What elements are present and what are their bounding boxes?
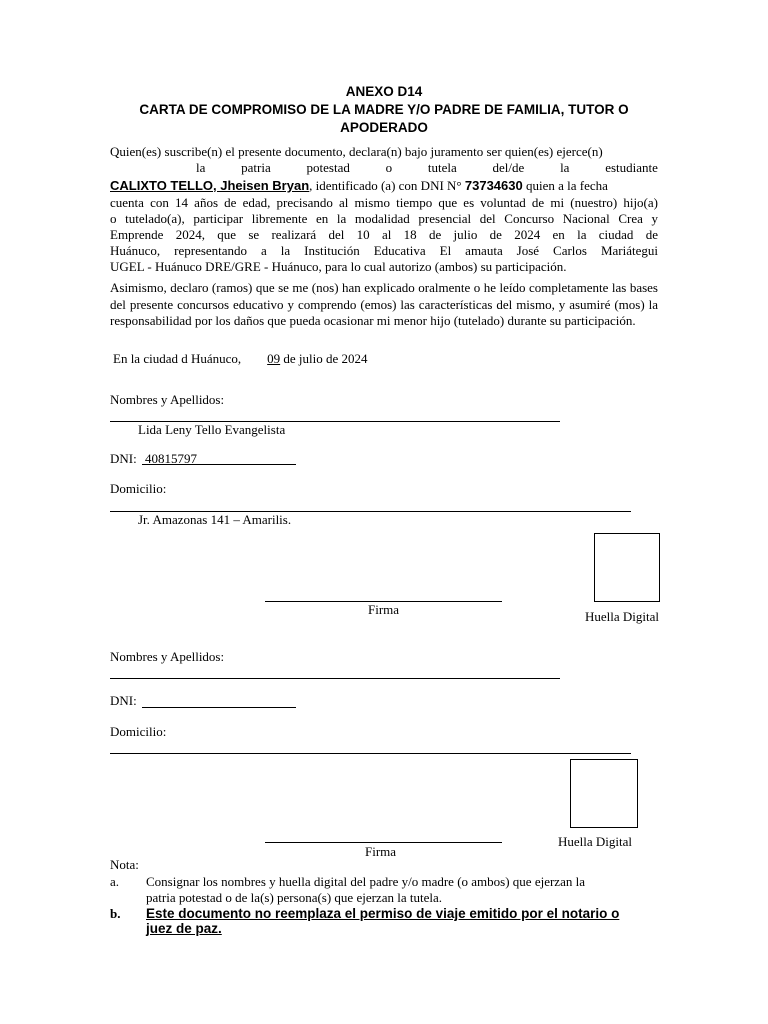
signer2-dni-line[interactable] (142, 707, 296, 708)
document-title-line2: APODERADO (340, 120, 428, 135)
location-date (113, 351, 368, 367)
declaration-line-3 (110, 178, 658, 194)
signer2-fingerprint-box[interactable] (570, 759, 638, 828)
signer1-address-value[interactable]: Jr. Amazonas 141 – Amarilis. (138, 512, 292, 527)
declaration-word: la (196, 160, 206, 175)
signer1-fingerprint-box[interactable] (594, 533, 660, 602)
annex-title: ANEXO D14 (345, 84, 423, 99)
signer1-dni-line (142, 464, 296, 465)
date-day: 09 (267, 351, 281, 366)
declaration-line-8: UGEL - Huánuco DRE/GRE - Huánuco, para lo cual autorizo (ambos) su participación. (110, 259, 567, 274)
signer2-names-line[interactable] (110, 678, 560, 679)
declaration-word: o (385, 160, 393, 175)
declaration-line-5: o tutelado(a), participar libremente en la modalidad presencial del Concurso Nacional Crea y (110, 211, 658, 226)
signer2-fingerprint-label: Huella Digital (558, 834, 633, 849)
signer1-fingerprint-label: Huella Digital (585, 609, 660, 624)
student-dni: 73734630 (464, 178, 523, 193)
student-name: CALIXTO TELLO, Jheisen Bryan (110, 178, 310, 193)
signer1-signature-label: Firma (368, 602, 400, 617)
note-b-line2: juez de paz. (146, 921, 222, 936)
declaration-word: patria (241, 160, 271, 175)
declaration-word: tutela (427, 160, 457, 175)
signer1-names-label: Nombres y Apellidos: (110, 392, 225, 407)
declaration-line-7: Huánuco, representando a la Institución Educativa El amauta José Carlos Mariátegui (110, 243, 658, 258)
declaration-word: estudiante (605, 160, 658, 175)
location-prefix: En la ciudad d Huánuco, (113, 351, 242, 366)
identified-text: , identificado (a) con DNI N° (309, 178, 462, 193)
signer2-signature-label: Firma (365, 844, 397, 859)
signer2-address-line[interactable] (110, 753, 631, 754)
signer2-dni-label: DNI: (110, 693, 137, 708)
note-b-marker: b. (110, 906, 121, 921)
signer1-address-label: Domicilio: (110, 481, 167, 496)
note-a-line2: patria potestad o de la(s) persona(s) que ejerzan la tutela. (146, 890, 442, 905)
signer2-address-label: Domicilio: (110, 724, 167, 739)
notes-heading: Nota: (110, 857, 139, 872)
declaration-line-2 (196, 160, 658, 176)
document-title-line1: CARTA DE COMPROMISO DE LA MADRE Y/O PADRE DE FAMILIA, TUTOR O (139, 102, 629, 117)
signer1-names-value[interactable]: Lida Leny Tello Evangelista (138, 422, 286, 437)
declaration-word: del/de (492, 160, 525, 175)
note-b-line1: Este documento no reemplaza el permiso de viaje emitido por el notario o (146, 906, 620, 921)
acknowledgement-paragraph: Asimismo, declaro (ramos) que se me (nos) han explicado oralmente o he leído completamente las bases del presente concursos educativo y comprendo (emos) las características del mismo, y asumiré (mos) la responsabilidad por los daños que pueda ocasionar mi menor hijo (tutelado) durante su participación. (110, 280, 658, 328)
note-a-marker: a. (110, 874, 120, 889)
declaration-line-6: Emprende 2024, que se realizará del 10 al 18 de julio de 2024 en la ciudad de (110, 227, 658, 242)
declaration-line-4: cuenta con 14 años de edad, precisando al mismo tiempo que es voluntad de mi (nuestro) hijo(a) (110, 195, 658, 210)
after-dni-text: quien a la fecha (525, 178, 608, 193)
signer2-names-label: Nombres y Apellidos: (110, 649, 225, 664)
signer2-signature-line[interactable] (265, 842, 502, 843)
note-a-line1: Consignar los nombres y huella digital del padre y/o madre (o ambos) que ejerzan la (146, 874, 585, 889)
declaration-word: potestad (306, 160, 350, 175)
declaration-word: la (560, 160, 570, 175)
date-suffix: de julio de 2024 (283, 351, 368, 366)
signer1-dni-label: DNI: (110, 451, 137, 466)
declaration-line-1: Quien(es) suscribe(n) el presente documento, declara(n) bajo juramento ser quien(es) ejerce(n) (110, 144, 603, 159)
signer1-dni-value[interactable]: 40815797 (145, 451, 197, 466)
